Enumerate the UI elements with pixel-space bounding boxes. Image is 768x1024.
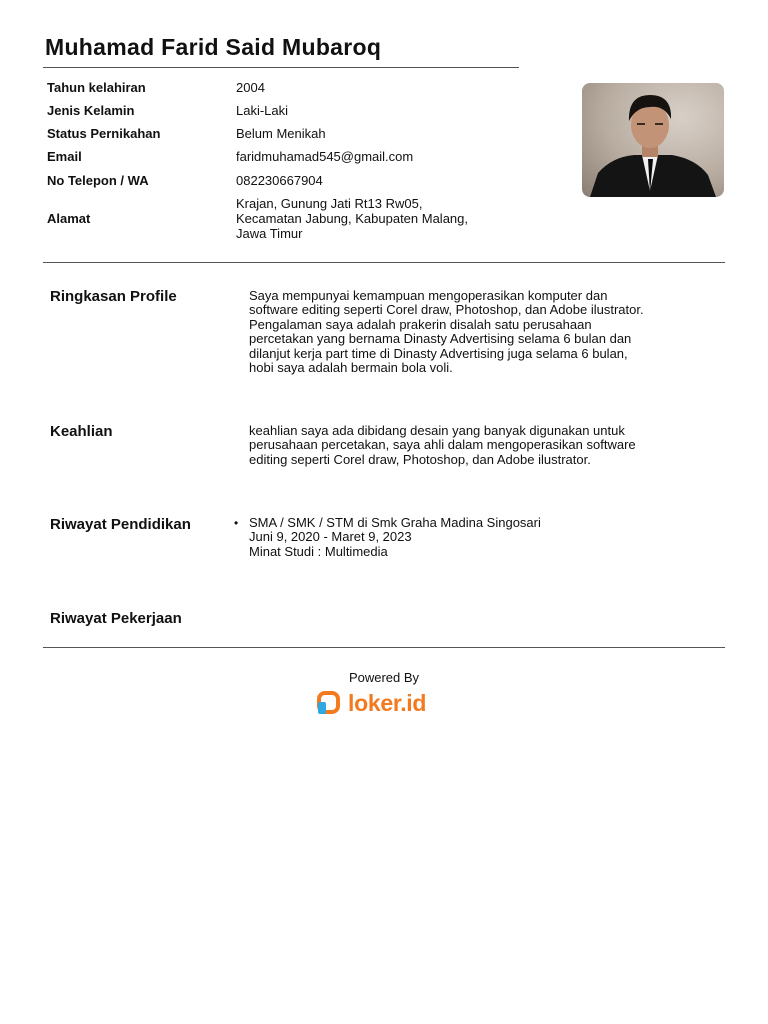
phone-label: No Telepon / WA bbox=[47, 173, 149, 188]
address-line: Kecamatan Jabung, Kabupaten Malang, bbox=[236, 211, 469, 226]
profile-summary-heading: Ringkasan Profile bbox=[50, 288, 177, 305]
skills-text bbox=[249, 424, 719, 467]
birth-year-value: 2004 bbox=[236, 80, 265, 95]
powered-by-text: Powered By bbox=[348, 670, 420, 685]
text-line: editing seperti Corel draw, Photoshop, dan Adobe ilustrator. bbox=[249, 451, 591, 467]
text-line: software editing seperti Corel draw, Photoshop, dan Adobe ilustrator. bbox=[249, 302, 644, 318]
address-label: Alamat bbox=[47, 211, 91, 226]
email-value[interactable]: faridmuhamad545@gmail.com bbox=[236, 149, 414, 164]
loker-logo[interactable] bbox=[316, 689, 426, 717]
education-heading: Riwayat Pendidikan bbox=[50, 516, 191, 533]
education-text bbox=[249, 516, 719, 559]
marital-status-label: Status Pernikahan bbox=[47, 126, 161, 141]
text-line: Saya mempunyai kemampuan mengoperasikan komputer dan bbox=[249, 288, 608, 303]
skills-heading: Keahlian bbox=[50, 423, 113, 440]
education-dates: Juni 9, 2020 - Maret 9, 2023 bbox=[249, 529, 412, 545]
person-portrait-icon bbox=[582, 83, 724, 197]
loker-logo-text: loker.id bbox=[348, 689, 427, 716]
section-divider bbox=[43, 647, 725, 648]
gender-label: Jenis Kelamin bbox=[47, 103, 135, 118]
bullet-icon: • bbox=[234, 516, 239, 530]
candidate-name: Muhamad Farid Said Mubaroq bbox=[45, 34, 382, 60]
header-divider bbox=[43, 67, 519, 68]
address-value bbox=[236, 196, 468, 241]
education-major: Minat Studi : Multimedia bbox=[249, 543, 388, 559]
marital-status-value: Belum Menikah bbox=[236, 126, 326, 141]
text-line: Pengalaman saya adalah prakerin disalah satu perusahaan bbox=[249, 316, 592, 332]
phone-value: 082230667904 bbox=[236, 173, 323, 188]
work-history-heading: Riwayat Pekerjaan bbox=[50, 610, 182, 627]
address-line: Krajan, Gunung Jati Rt13 Rw05, bbox=[236, 196, 423, 211]
text-line: perusahaan percetakan, saya ahli dalam mengoperasikan software bbox=[249, 437, 636, 453]
section-divider bbox=[43, 262, 725, 263]
email-label: Email bbox=[47, 149, 82, 164]
education-school: SMA / SMK / STM di Smk Graha Madina Singosari bbox=[249, 515, 541, 530]
address-line: Jawa Timur bbox=[236, 226, 303, 241]
profile-summary-text bbox=[249, 289, 719, 375]
birth-year-label: Tahun kelahiran bbox=[47, 80, 146, 95]
text-line: percetakan yang bernama Dinasty Advertising selama 6 bulan dan bbox=[249, 331, 632, 347]
loker-logo-icon bbox=[316, 690, 344, 716]
profile-photo bbox=[582, 83, 724, 197]
gender-value: Laki-Laki bbox=[236, 103, 289, 118]
text-line: dilanjut kerja part time di Dinasty Advertising juga selama 6 bulan, bbox=[249, 345, 628, 361]
text-line: hobi saya adalah bermain bola voli. bbox=[249, 360, 453, 376]
text-line: keahlian saya ada dibidang desain yang banyak digunakan untuk bbox=[249, 423, 625, 438]
